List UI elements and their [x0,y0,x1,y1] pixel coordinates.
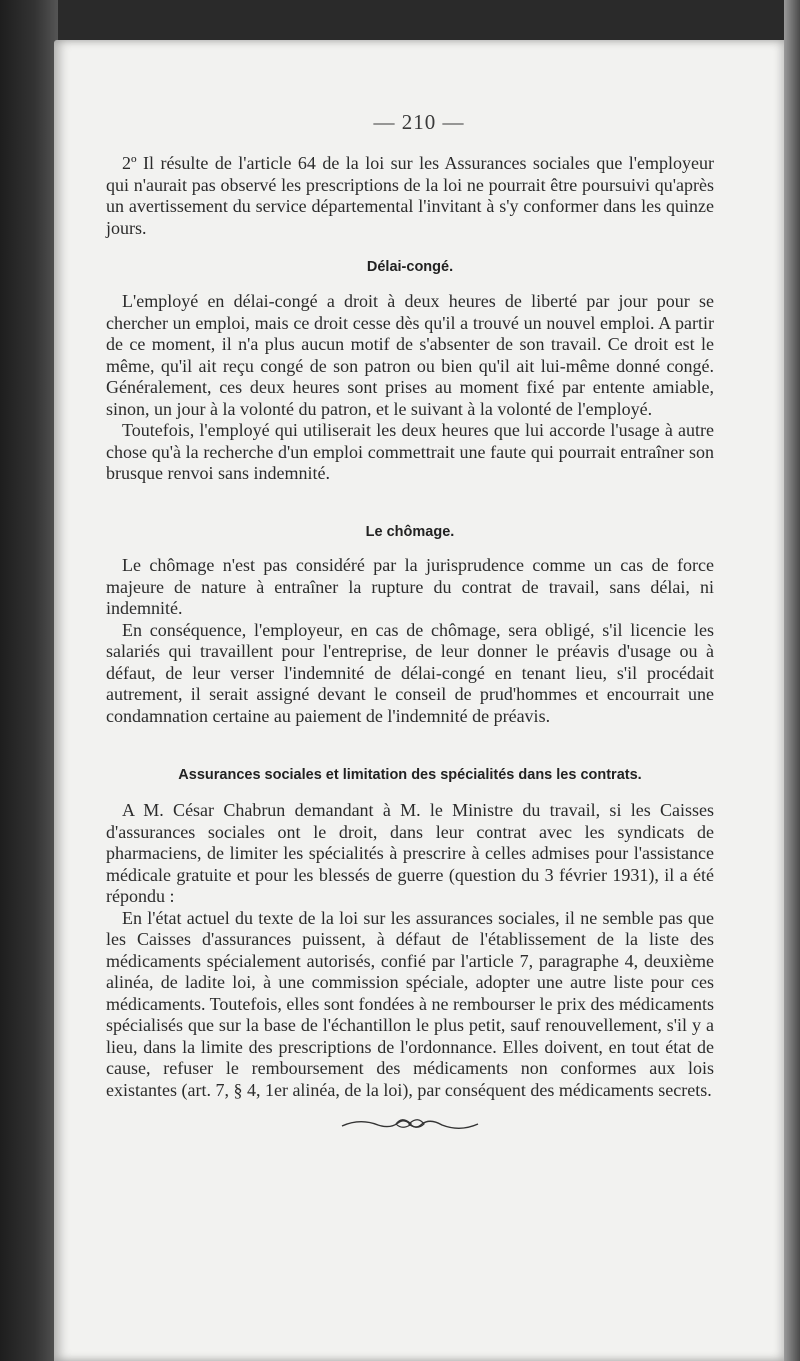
assurances-paragraph: En l'état actuel du texte de la loi sur les assurances sociales, il ne semble pas que les Caisses d'assurances puissent, à défaut de l'établissement de la liste des médicaments spécialement autorisés, confié par l'article 7, paragraphe 4, deuxième alinéa, de ladite loi, à une commission spéciale, adopter une autre liste pour ces médicaments. Toutefois, elles sont fondées à ne rembourser le prix des médicaments spécialisés que sur la base de l'échantillon le plus petit, sauf renouvellement, s'il y a lieu, dans la limite des prescriptions de l'ordonnance. Elles doivent, en tout état de cause, refuser le remboursement des médicaments non conformes aux lois existantes (art. 7, § 4, 1er alinéa, de la loi), par conséquent des médicaments secrets. [106,907,714,1100]
delai-paragraph: L'employé en délai-congé a droit à deux heures de liberté par jour pour se chercher un emploi, mais ce droit cesse dès qu'il a trouvé un nouvel emploi. A partir de ce moment, il n'a plus aucun motif de s'absenter de son travail. Ce droit est le même, qu'il ait reçu congé de son patron ou bien qu'il ait lui-même donné congé. Généralement, ces deux heures sont prises au moment fixé par entente amiable, sinon, un jour à la volonté du patron, et le suivant à la volonté de l'employé. [106,291,714,419]
scan-edge-left [0,0,58,1361]
chomage-block [106,555,714,727]
page-number: — 210 — [373,110,465,134]
heading-chomage: Le chômage. [365,524,455,540]
heading-delai-conge: Délai-congé. [366,259,454,275]
assurances-paragraph: A M. César Chabrun demandant à M. le Ministre du travail, si les Caisses d'assurances sociales ont le droit, dans leur contrat avec les syndicats de pharmaciens, de limiter les spécialités à prescrire à celles admises pour l'assistance médicale gratuite et pour les blessés de guerre (question du 3 février 1931), il a été répondu : [106,800,714,906]
delai-paragraph: Toutefois, l'employé qui utiliserait les deux heures que lui accorde l'usage à autre chose qu'à la recherche d'un emploi commettrait une faute qui pourrait entraîner son brusque renvoi sans indemnité. [106,420,714,483]
chomage-paragraph: En conséquence, l'employeur, en cas de chômage, sera obligé, s'il licencie les salariés qui travaillent pour l'entreprise, de leur donner le préavis d'usage ou à défaut, de leur verser l'indemnité de délai-congé en tenant lieu, s'il procédait autrement, il serait assigné devant le conseil de prud'hommes et encourrait une condamnation certaine au paiement de l'indemnité de préavis. [106,619,714,726]
assurances-block [106,800,714,1101]
decorative-flourish-icon [340,1114,480,1134]
intro-block [106,153,714,239]
chomage-paragraph: Le chômage n'est pas considéré par la jurisprudence comme un cas de force majeure de nature à entraîner la rupture du contrat de travail, sans délai, ni indemnité. [106,555,714,618]
scan-edge-right [784,0,800,1361]
heading-assurances: Assurances sociales et limitation des spécialités dans les contrats. [178,767,642,783]
delai-conge-block [106,291,714,485]
intro-paragraph: 2º Il résulte de l'article 64 de la loi sur les Assurances sociales que l'employeur qui n'aurait pas observé les prescriptions de la loi ne pourrait être poursuivi qu'après un avertissement du service départemental l'invitant à s'y conformer dans les quinze jours. [106,153,714,238]
